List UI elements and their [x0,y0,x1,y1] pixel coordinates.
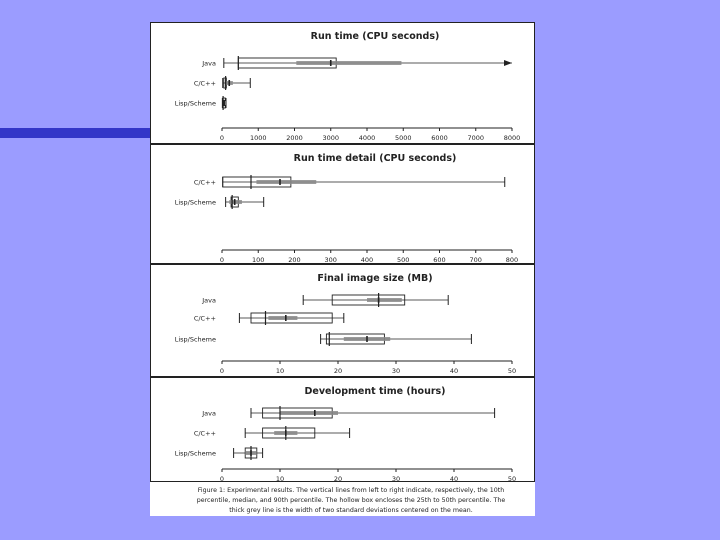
series-label: C/C++ [193,79,216,88]
x-tick-label: 7000 [467,134,485,142]
sd-bar [367,298,402,302]
chart-title: Run time (CPU seconds) [310,31,440,42]
series-label: Java [202,409,216,418]
figure-caption [167,486,535,516]
figure-svg [150,22,535,482]
chart-title: Development time (hours) [304,386,446,397]
x-tick-label: 6000 [431,134,448,142]
x-tick-label: 20 [333,475,343,482]
series-label: C/C++ [193,314,216,323]
x-tick-label: 0 [219,475,225,482]
overflow-arrow [504,60,512,66]
chart-title: Run time detail (CPU seconds) [293,153,457,164]
sd-bar [296,61,401,65]
x-tick-label: 0 [219,367,225,375]
caption-line-1: Figure 1: Experimental results. The vertical lines from left to right indicate, respectively, the 10th [197,487,505,494]
x-tick-label: 0 [219,134,225,142]
series-label: Lisp/Scheme [174,99,216,108]
x-tick-label: 20 [333,367,343,375]
x-tick-label: 300 [324,256,337,264]
chart-title: Final image size (MB) [317,273,433,284]
x-tick-label: 800 [505,256,519,264]
series-label: C/C++ [193,429,216,438]
figure-page [150,22,535,516]
x-tick-label: 600 [433,256,446,264]
x-tick-label: 100 [252,256,265,264]
x-tick-label: 400 [360,256,374,264]
x-tick-label: 30 [391,367,401,375]
x-tick-label: 700 [469,256,482,264]
x-tick-label: 0 [219,256,225,264]
x-tick-label: 2000 [286,134,303,142]
series-label: Java [202,296,216,305]
series-label: Java [202,59,216,68]
x-tick-label: 50 [507,475,517,482]
series-label: Lisp/Scheme [174,198,216,207]
x-tick-label: 5000 [394,134,412,142]
series-label: Lisp/Scheme [174,335,216,344]
x-tick-label: 50 [507,367,517,375]
caption-line-2: percentile, median, and 90th percentile. The hollow box encloses the 25th to 50th percentile. The [196,497,506,504]
sd-bar [256,180,316,184]
x-tick-label: 10 [275,367,285,375]
x-tick-label: 8000 [503,134,521,142]
series-label: Lisp/Scheme [174,449,216,458]
series-label: C/C++ [193,178,216,187]
sd-bar [268,316,297,320]
sd-bar [229,200,242,204]
decorative-stripe [0,128,150,138]
x-tick-label: 500 [397,256,410,264]
x-tick-label: 4000 [358,134,376,142]
x-tick-label: 40 [449,475,459,482]
x-tick-label: 1000 [249,134,267,142]
x-tick-label: 3000 [322,134,340,142]
caption-line-3: thick grey line is the width of two standard deviations centered on the mean. [229,507,473,514]
x-tick-label: 200 [288,256,301,264]
sd-bar [280,411,338,415]
x-tick-label: 40 [449,367,459,375]
x-tick-label: 30 [391,475,401,482]
x-tick-label: 10 [275,475,285,482]
